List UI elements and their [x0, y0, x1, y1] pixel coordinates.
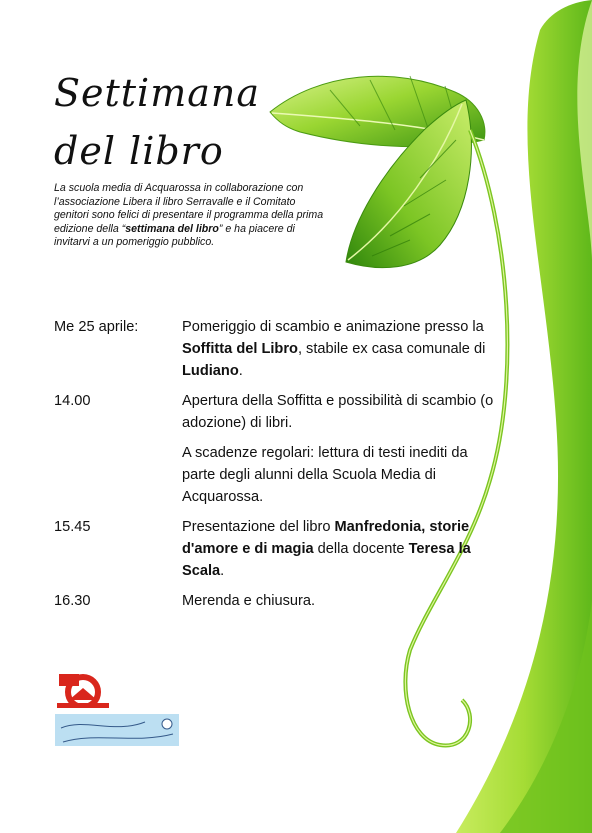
schedule-time: 15.45: [54, 519, 91, 535]
schedule-row: [54, 516, 514, 582]
school-logo: [55, 668, 111, 708]
libera-il-libro-logo: [55, 714, 179, 746]
intro-paragraph: [54, 182, 326, 250]
intro-bold: settimana del libro: [125, 222, 219, 235]
schedule-row: [54, 390, 514, 434]
schedule-time: Me 25 aprile:: [54, 319, 139, 335]
schedule-time: 16.30: [54, 593, 91, 609]
schedule-description: Apertura della Soffitta e possibilità di scambio (o adozione) di libri.: [182, 393, 494, 431]
schedule-time: 14.00: [54, 393, 91, 409]
title-line-1: Settimana: [54, 71, 261, 115]
schedule-row: [54, 442, 514, 508]
schedule-time: [54, 442, 182, 508]
schedule-description: Presentazione del libro Manfredonia, storie d'amore e di magia della docente Teresa la Scala.: [182, 519, 471, 579]
schedule-row: [54, 590, 514, 612]
title-line-2: del libro: [54, 129, 224, 173]
intro-text-1: La scuola media di Acquarossa in collaborazione con l’associazione Libera il libro Serravalle e il Comitato genitori sono felici di presentare il programma della prima edizione della “: [54, 182, 324, 235]
intro-text-2: ” e ha piacere di invitarvi a un pomeriggio pubblico.: [54, 222, 295, 249]
page-title: [54, 64, 260, 180]
schedule-description: A scadenze regolari: lettura di testi inediti da parte degli alunni della Scuola Media di Acquarossa.: [182, 445, 468, 505]
schedule-row: [54, 316, 514, 382]
schedule-description: Pomeriggio di scambio e animazione presso la Soffitta del Libro, stabile ex casa comunale di Ludiano.: [182, 319, 486, 379]
schedule: [54, 316, 514, 620]
schedule-description: Merenda e chiusura.: [182, 593, 316, 609]
